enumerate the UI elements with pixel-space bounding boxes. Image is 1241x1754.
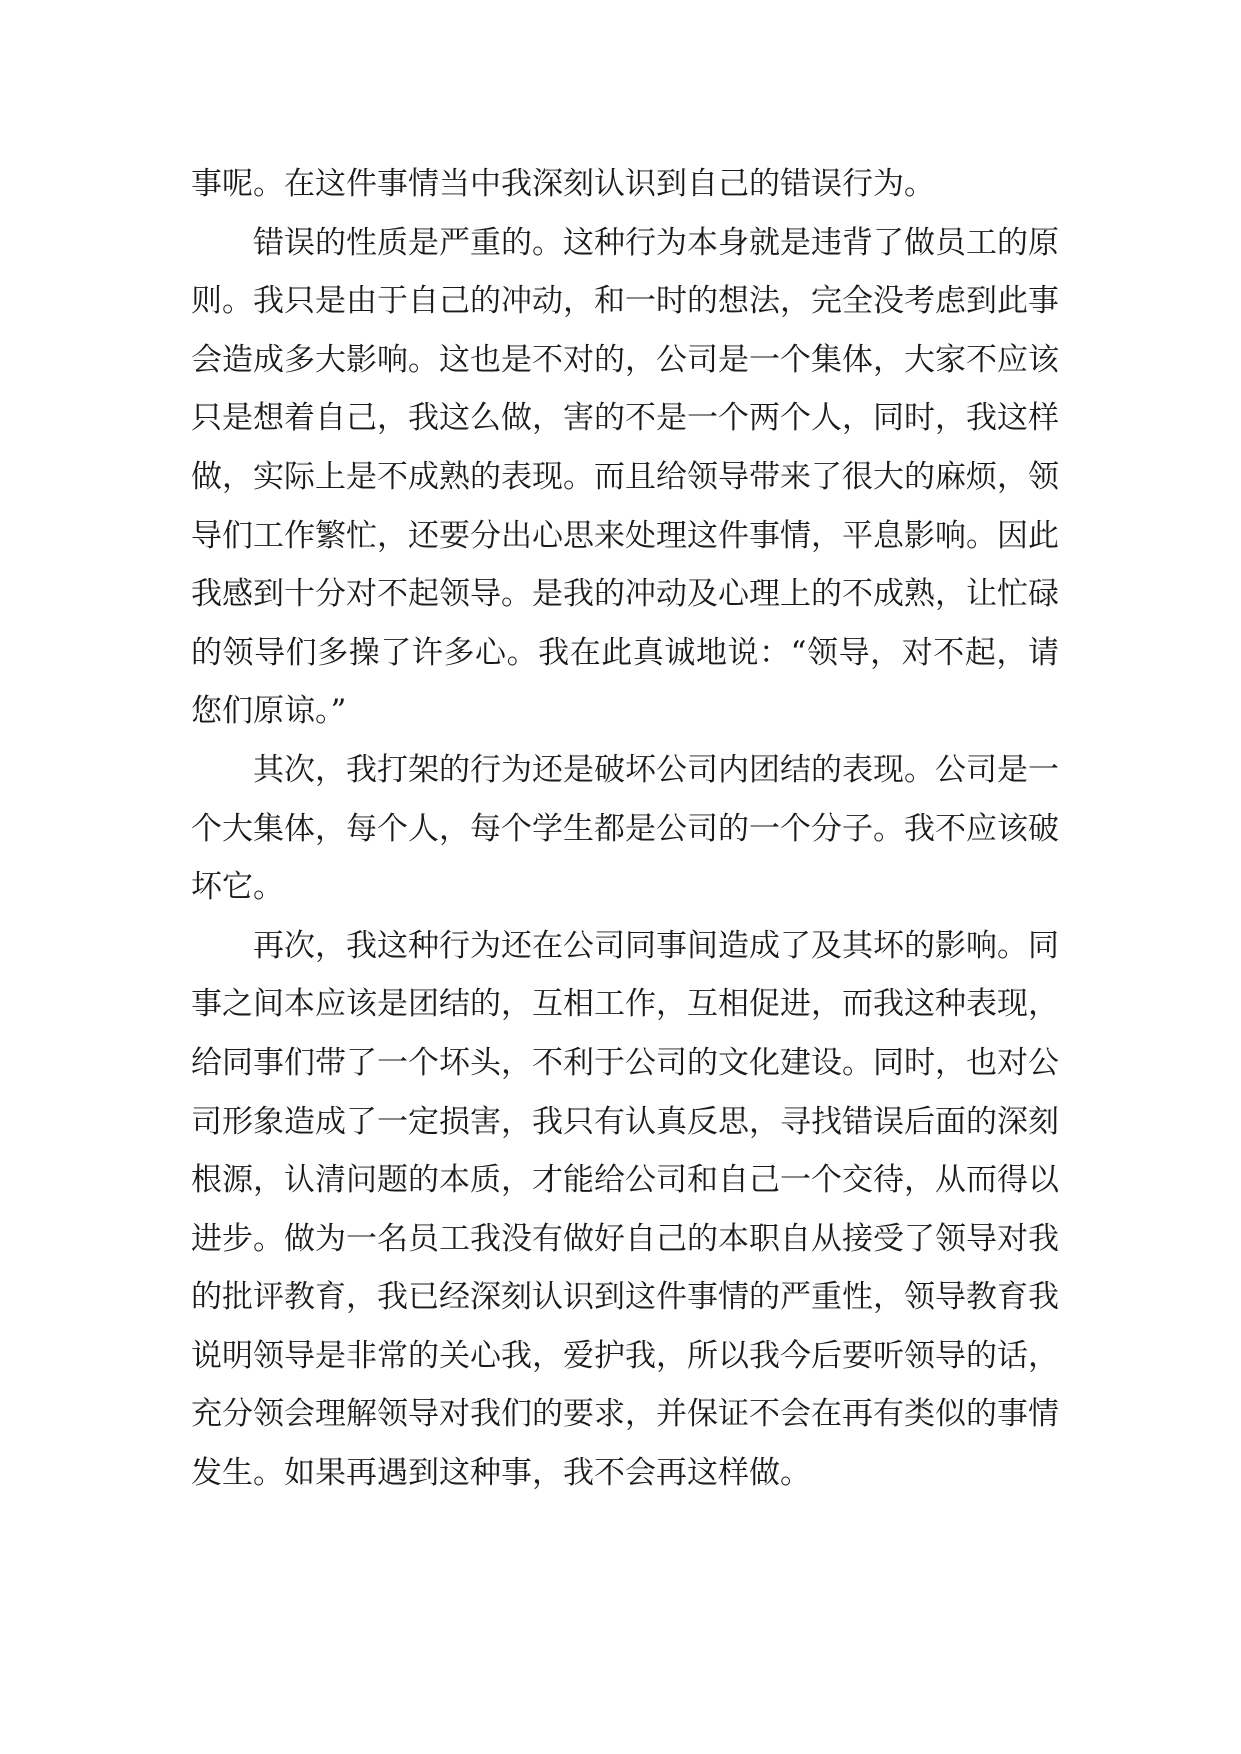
paragraph-4: 再次，我这种行为还在公司同事间造成了及其坏的影响。同事之间本应该是团结的，互相工作，互相促进，而我这种表现，给同事们带了一个坏头，不利于公司的文化建设。同时，也对公司形象造成了一定损害，我只有认真反思，寻找错误后面的深刻根源，认清问题的本质，才能给公司和自己一个交待，从而得以进步。做为一名员工我没有做好自己的本职自从接受了领导对我的批评教育，我已经深刻认识到这件事情的严重性，领导教育我说明领导是非常的关心我，爱护我，所以我今后要听领导的话，充分领会理解领导对我们的要求，并保证不会在再有类似的事情发生。如果再遇到这种事，我不会再这样做。 bbox=[191, 927, 1059, 1492]
paragraph-1: 事呢。在这件事情当中我深刻认识到自己的错误行为。 bbox=[191, 166, 935, 202]
paragraph-3: 其次，我打架的行为还是破坏公司内团结的表现。公司是一个大集体，每个人，每个学生都是公司的一个分子。我不应该破坏它。 bbox=[191, 751, 1059, 906]
paragraph-2: 错误的性质是严重的。这种行为本身就是违背了做员工的原则。我只是由于自己的冲动，和一时的想法，完全没考虑到此事会造成多大影响。这也是不对的，公司是一个集体，大家不应该只是想着自己，我这么做，害的不是一个两个人，同时，我这样做，实际上是不成熟的表现。而且给领导带来了很大的麻烦，领导们工作繁忙，还要分出心思来处理这件事情，平息影响。因此我感到十分对不起领导。是我的冲动及心理上的不成熟，让忙碌的领导们多操了许多心。我在此真诚地说：“领导，对不起，请您们原谅。” bbox=[191, 224, 1059, 730]
document-body bbox=[191, 155, 1059, 1503]
